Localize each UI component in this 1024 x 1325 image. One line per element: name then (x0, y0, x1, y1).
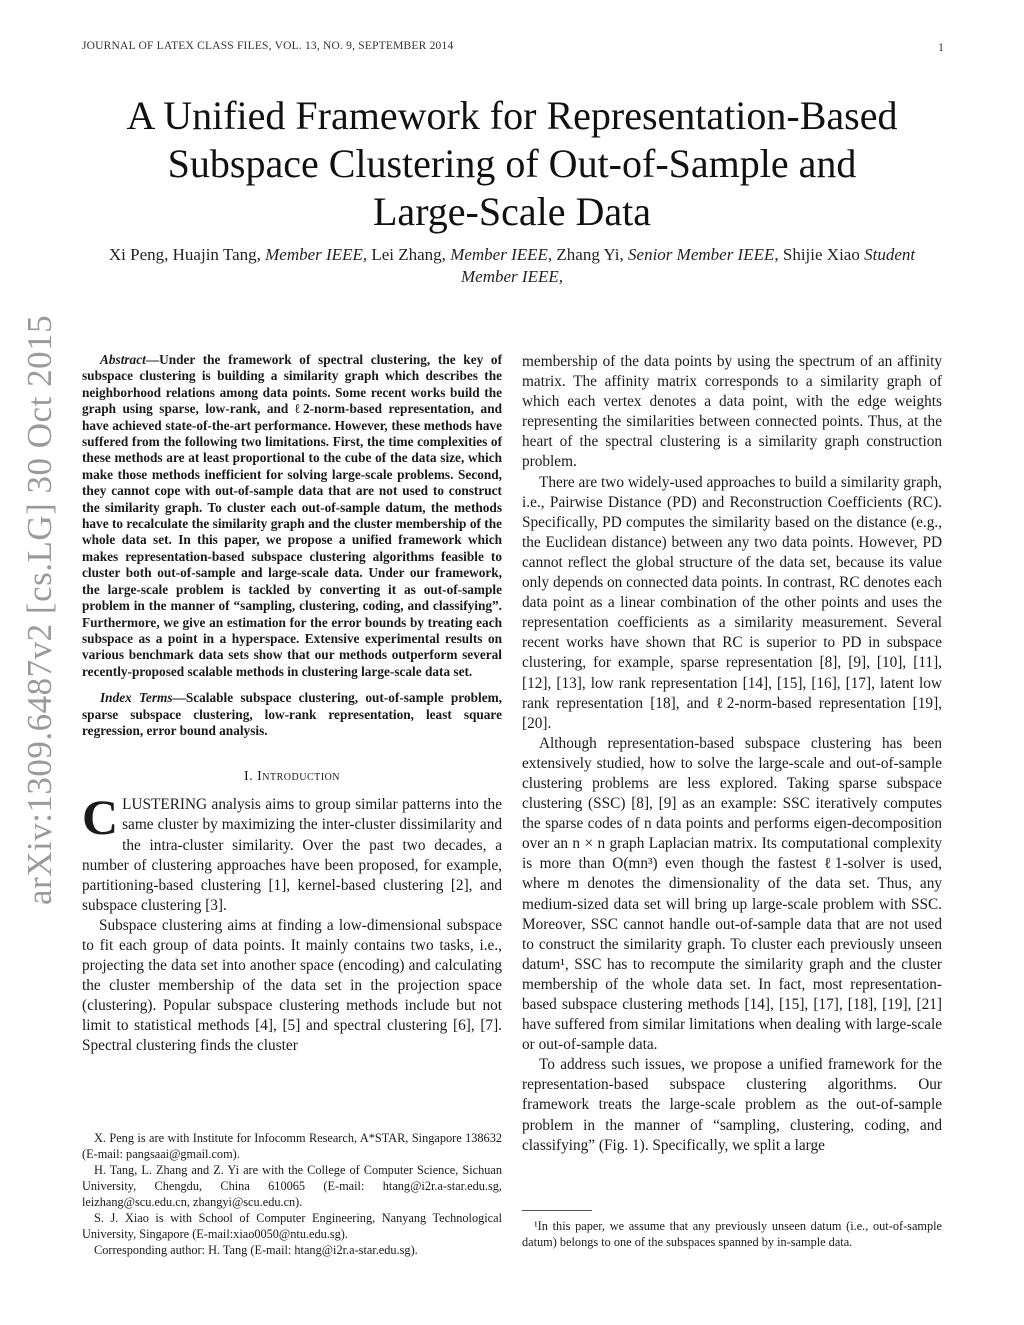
body-paragraph: There are two widely-used approaches to build a similarity graph, i.e., Pairwise Distance (PD) and Reconstruction Coefficients (RC). Specifically, PD computes the similarity based on the distance (e.g., the Euclidean distance) between any two data points. However, PD cannot reflect the global structure of the data set, because its value only depends on connected data points. In contrast, RC denotes each data point as a linear combination of the other points and uses the representation coefficients as a similarity measurement. Several recent works have shown that RC is superior to PD in subspace clustering, for example, sparse representation [8], [9], [10], [11], [12], [13], low rank representation [14], [15], [16], [17], latent low rank representation [18], and ℓ2-norm-based representation [19], [20]. (522, 473, 942, 732)
abstract-label: Abstract (100, 352, 146, 367)
author-membership: Member IEEE, (265, 245, 368, 264)
left-column (82, 352, 502, 1057)
title-line: Large-Scale Data (373, 189, 651, 234)
intro-paragraph-text: LUSTERING analysis aims to group similar patterns into the same cluster by maximizing the inter-cluster dissimilarity and the intra-cluster similarity. Over the past two decades, a number of clustering approaches have been proposed, for example, partitioning-based clustering [1], kernel-based clustering [2], and subspace clustering [3]. (82, 796, 502, 914)
arxiv-identifier[interactable]: arXiv:1309.6487v2 [cs.LG] 30 Oct 2015 (20, 314, 59, 905)
footnote: ¹In this paper, we assume that any previously unseen datum (i.e., out-of-sample datum) belongs to one of the subspaces spanned by in-sample data. (522, 1219, 942, 1249)
index-terms (82, 690, 502, 739)
author-names: Xi Peng, Huajin Tang, (108, 245, 266, 264)
author-membership: Senior Member IEEE (628, 245, 775, 264)
paper-title (82, 92, 942, 236)
journal-header: JOURNAL OF LATEX CLASS FILES, VOL. 13, NO. 9, SEPTEMBER 2014 (82, 40, 454, 52)
footnote: X. Peng is are with Institute for Infocomm Research, A*STAR, Singapore 138632 (E-mail: pangsaai@gmail.com). (82, 1131, 502, 1161)
author-membership: Member IEEE, (450, 245, 553, 264)
intro-paragraph: Subspace clustering aims at finding a low-dimensional subspace to fit each group of data points. It mainly contains two tasks, i.e., projecting the data set into another space (encoding) and calculating the cluster membership of the data set in the projection space (clustering). Popular subspace clustering methods include but not limit to statistical methods [4], [5] and spectral clustering [6], [7]. Spectral clustering finds the cluster (82, 916, 502, 1055)
index-terms-text: —Scalable subspace clustering, out-of-sample problem, sparse subspace clustering, low-rank representation, least square regression, error bound analysis. (82, 690, 502, 738)
footnote-rule (522, 1210, 592, 1211)
title-line: A Unified Framework for Representation-Based (126, 93, 898, 138)
abstract (82, 352, 502, 680)
body-paragraph: Although representation-based subspace clustering has been extensively studied, how to solve the large-scale and out-of-sample clustering problems are less explored. Taking sparse subspace clustering (SSC) [8], [9] as an example: SSC iteratively computes the sparse codes of n data points and performs eigen-decomposition over an n × n graph Laplacian matrix. Its computational complexity is more than O(mn³) even though the fastest ℓ1-solver is used, where m denotes the dimensionality of the data set. Thus, any medium-sized data set will bring up large-scale problem with SSC. Moreover, SSC cannot handle out-of-sample data that are not used to construct the similarity graph. To cluster each previously unseen datum¹, SSC has to recompute the similarity graph and the cluster membership of the whole data set. In fact, most representation-based subspace clustering methods [14], [15], [17], [18], [19], [21] have suffered from similar limitations when dealing with large-scale or out-of-sample data. (522, 734, 942, 1054)
author-names: Lei Zhang, (367, 245, 451, 264)
intro-paragraph (82, 789, 502, 916)
page-number: 1 (938, 40, 944, 54)
body-paragraph: membership of the data points by using the spectrum of an affinity matrix. The affinity matrix corresponds to a similarity graph of which each vertex denotes a data point, with the edge weights representing the similarities between connected points. Thus, at the heart of the spectral clustering is a similarity graph construction problem. (522, 353, 942, 471)
title-line: Subspace Clustering of Out-of-Sample and (167, 141, 857, 186)
index-terms-label: Index Terms (100, 690, 173, 706)
affiliation-footnotes (82, 1130, 502, 1258)
author-names: Zhang Yi, (552, 245, 629, 264)
footnote: Corresponding author: H. Tang (E-mail: htang@i2r.a-star.edu.sg). (94, 1243, 418, 1257)
abstract-text: —Under the framework of spectral clustering, the key of subspace clustering is building a similarity graph which describes the neighborhood relations among data points. Some recent works build the graph using sparse, low-rank, and ℓ2-norm-based representation, and have achieved state-of-the-art performance. However, these methods have suffered from the following two limitations. First, the time complexities of these methods are at least proportional to the cube of the data size, which make those methods inefficient for solving large-scale problems. Second, they cannot cope with out-of-sample data that are not used to construct the similarity graph. To cluster each out-of-sample datum, the methods have to recalculate the similarity graph and the cluster membership of the whole data set. In this paper, we propose a unified framework which makes representation-based subspace clustering algorithms feasible to cluster both out-of-sample and large-scale data. Under our framework, the large-scale problem is tackled by converting it as out-of-sample problem in the manner of “sampling, clustering, coding, and classifying”. Furthermore, we give an estimation for the error bounds by treating each subspace as a point in a hyperspace. Extensive experimental results on various benchmark data sets show that our methods outperform several recently-proposed scalable methods in clustering large-scale data set. (82, 352, 502, 679)
drop-cap: C (82, 789, 119, 846)
section-heading: I. Introduction (243, 769, 341, 785)
author-names: , Shijie Xiao (774, 245, 865, 264)
footnote: S. J. Xiao is with School of Computer Engineering, Nanyang Technological University, Singapore (E-mail:xiao0050@ntu.edu.sg). (82, 1211, 502, 1241)
footnote: H. Tang, L. Zhang and Z. Yi are with the College of Computer Science, Sichuan University, Chengdu, China 610065 (E-mail: htang@i2r.a-star.edu.sg, leizhang@scu.edu.cn, zhangyi@scu.edu.cn). (82, 1163, 502, 1209)
right-column (522, 352, 942, 1156)
body-paragraph: To address such issues, we propose a unified framework for the representation-based subspace clustering algorithms. Our framework treats the large-scale problem as the out-of-sample problem in the manner of “sampling, clustering, coding, and classifying” (Fig. 1). Specifically, we split a large (522, 1056, 942, 1154)
author-list (82, 244, 942, 288)
author-membership: Student Member IEEE, (461, 245, 916, 286)
